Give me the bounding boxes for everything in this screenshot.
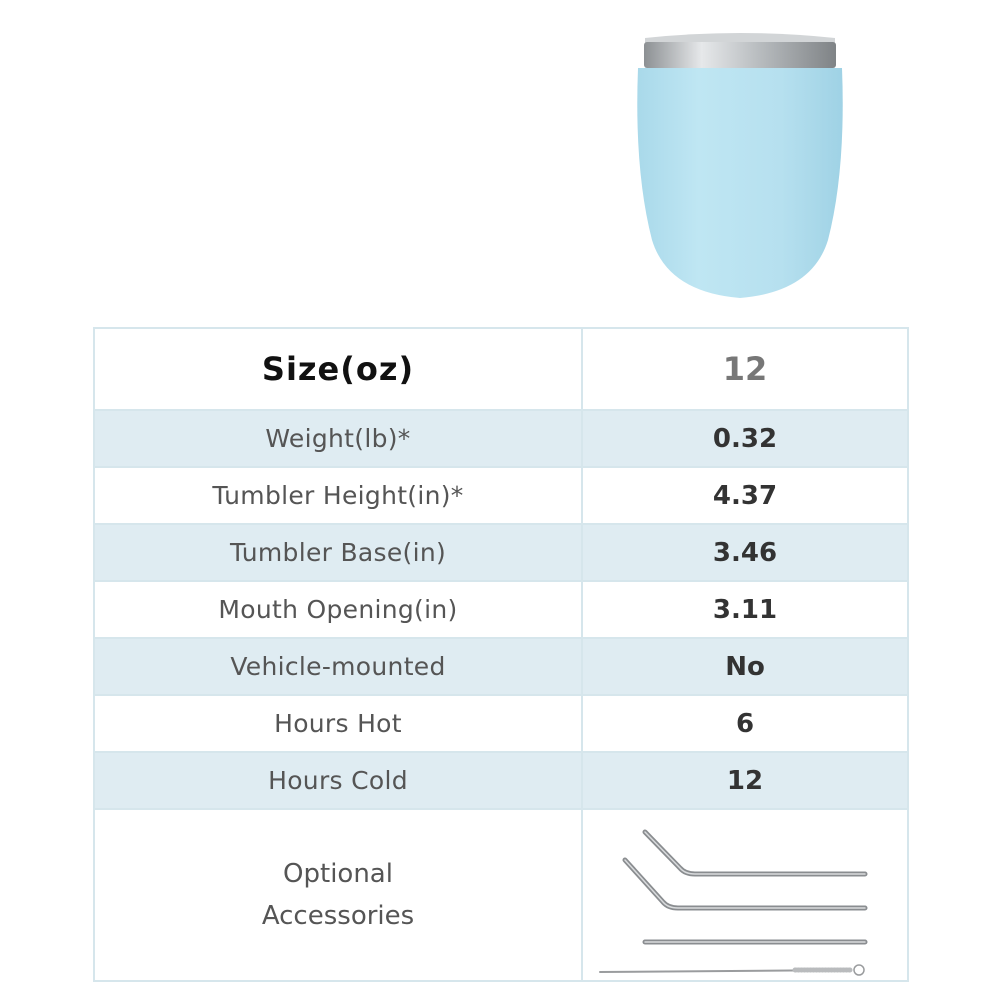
row-label: Tumbler Base(in)	[229, 538, 447, 567]
table-row	[94, 524, 908, 581]
table-row	[94, 467, 908, 524]
accessories-row	[94, 809, 908, 981]
accessories-label-cell	[94, 809, 582, 981]
row-label: Vehicle-mounted	[230, 652, 446, 681]
table-row	[94, 581, 908, 638]
row-value: 4.37	[712, 480, 778, 511]
accessories-label-line2: Accessories	[261, 901, 415, 931]
row-value: No	[725, 651, 765, 682]
size-label-cell	[94, 328, 582, 410]
size-value: 12	[722, 350, 768, 388]
row-value: 6	[735, 708, 755, 739]
row-label: Tumbler Height(in)*	[212, 481, 464, 510]
tumbler-image	[600, 20, 880, 310]
table-row	[94, 695, 908, 752]
row-value: 12	[726, 765, 764, 796]
table-header-row	[94, 328, 908, 410]
accessories-label-line1: Optional	[283, 859, 393, 889]
table-row	[94, 410, 908, 467]
table-row	[94, 638, 908, 695]
straws-set-icon	[595, 810, 895, 980]
table-row	[94, 752, 908, 809]
row-label: Mouth Opening(in)	[218, 595, 458, 624]
row-value: 3.46	[712, 537, 778, 568]
size-label: Size(oz)	[261, 350, 415, 388]
accessories-image-cell	[582, 809, 908, 981]
accessories-label	[262, 853, 414, 937]
spec-table	[93, 327, 909, 982]
row-label: Hours Cold	[268, 766, 408, 795]
row-label: Weight(lb)*	[265, 424, 411, 453]
row-value: 3.11	[712, 594, 778, 625]
row-value: 0.32	[712, 423, 778, 454]
size-value-cell	[582, 328, 908, 410]
row-label: Hours Hot	[274, 709, 402, 738]
